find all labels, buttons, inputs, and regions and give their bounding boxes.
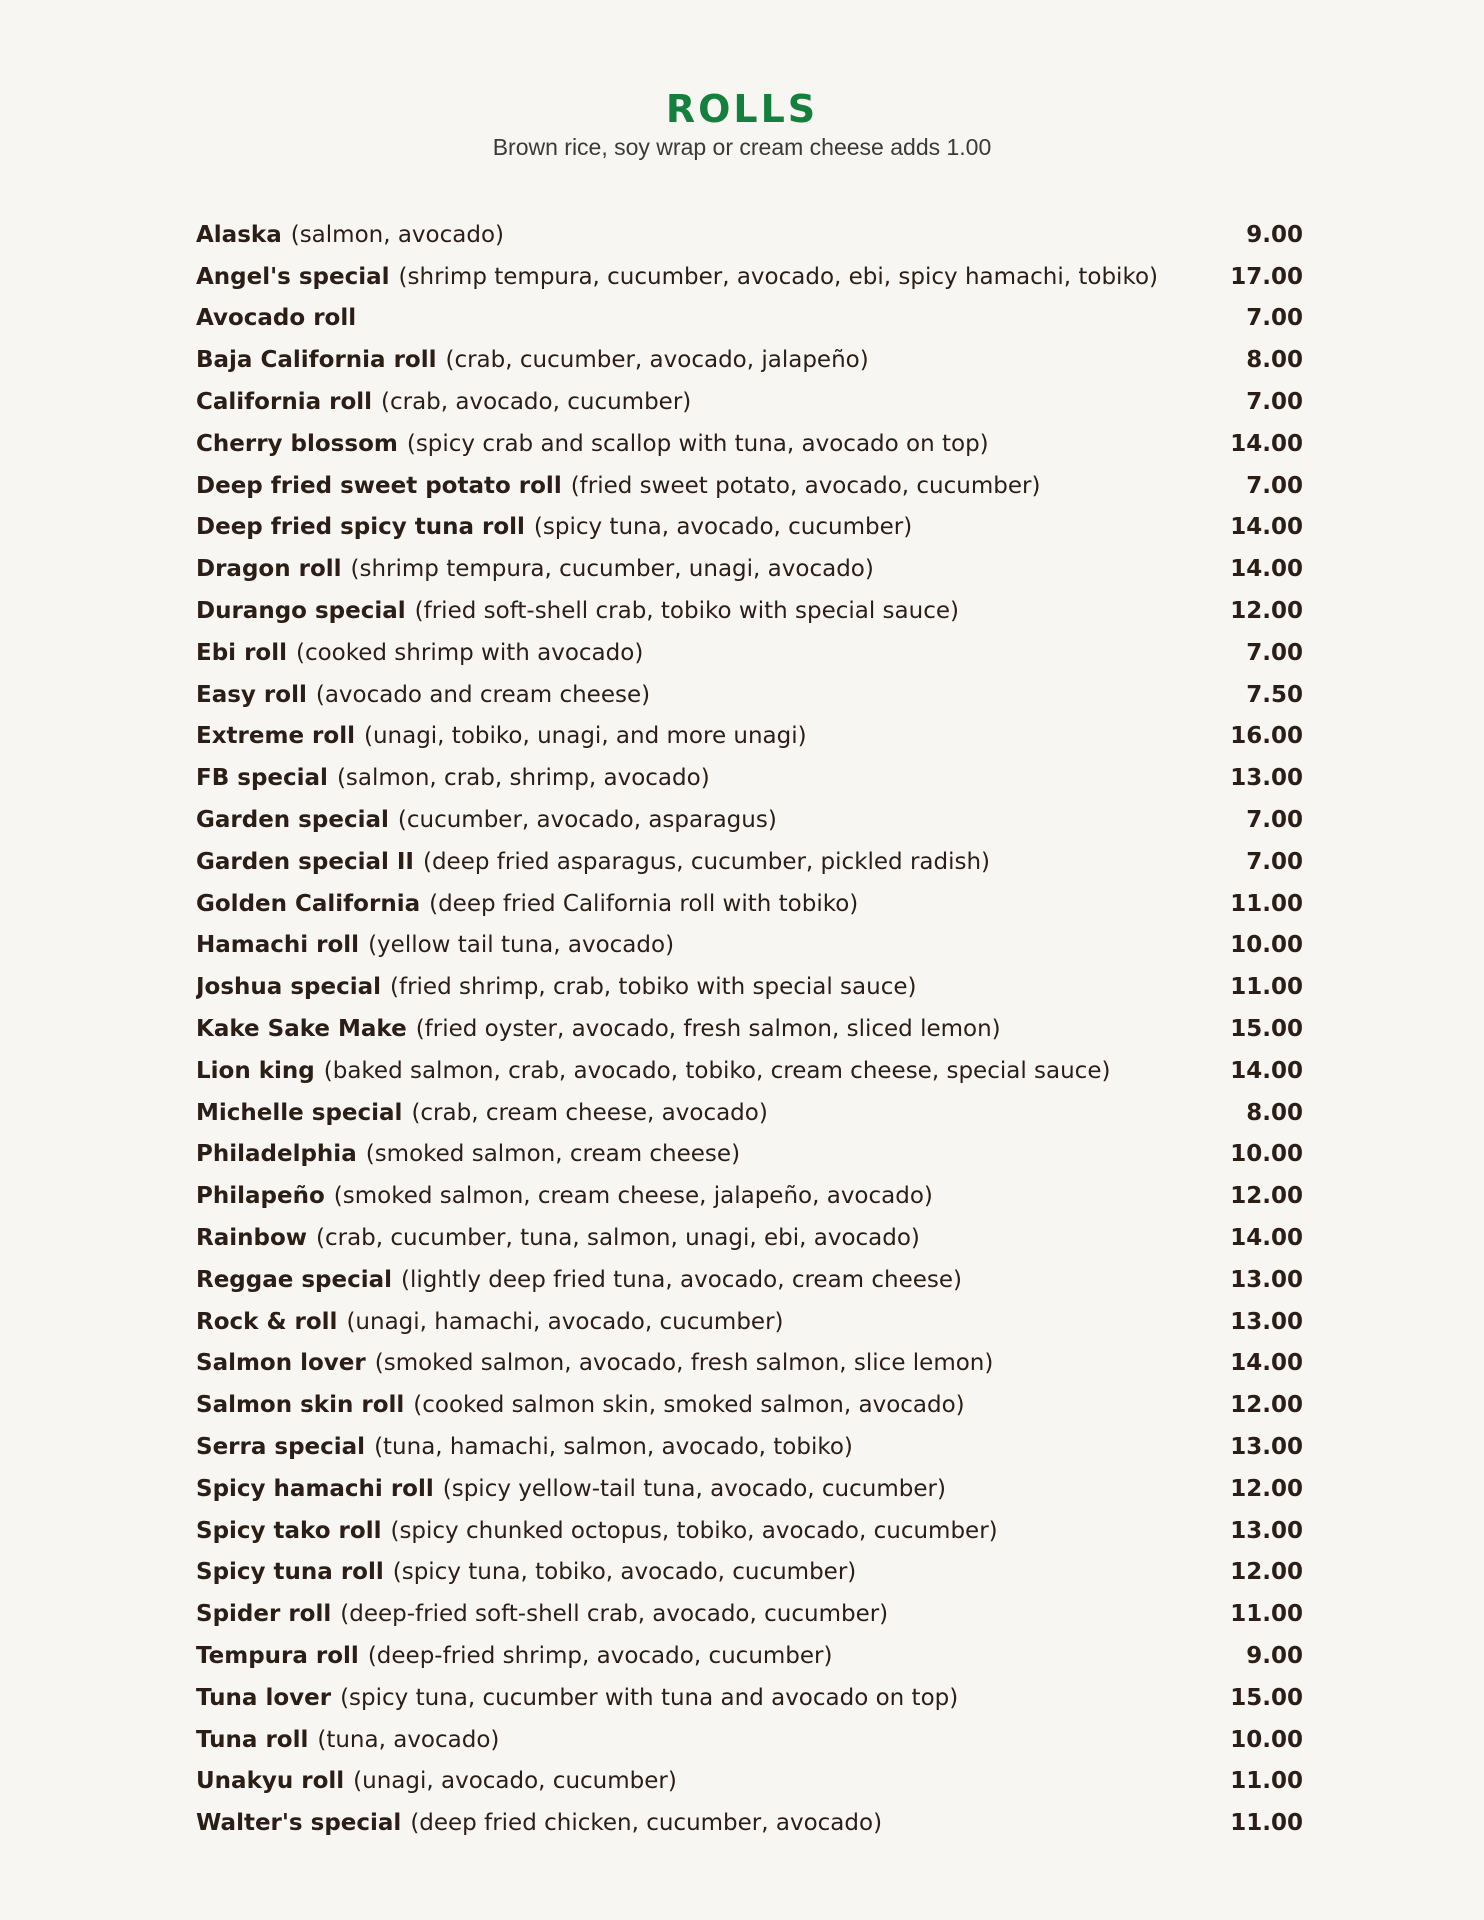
- menu-item-text: [196, 1557, 856, 1587]
- menu-item-price: 14.00: [1230, 1057, 1303, 1084]
- menu-item-price: 9.00: [1246, 221, 1303, 248]
- menu-item-text: [196, 554, 874, 584]
- menu-item-price: 11.00: [1230, 890, 1303, 917]
- menu-item-name: Deep fried spicy tuna roll: [196, 514, 525, 541]
- menu-item-description: (cooked shrimp with avocado): [295, 639, 644, 666]
- menu-item: [196, 1719, 1303, 1761]
- menu-item-description: (crab, cream cheese, avocado): [411, 1099, 768, 1126]
- menu-item-description: (unagi, avocado, cucumber): [353, 1768, 677, 1795]
- menu-item-text: [196, 847, 990, 877]
- menu-item-name: Baja California roll: [196, 347, 437, 374]
- menu-item-text: [196, 1223, 920, 1253]
- menu-item-description: (spicy tuna, avocado, cucumber): [533, 514, 913, 541]
- menu-item-name: Rock & roll: [196, 1308, 338, 1335]
- menu-item-text: [196, 889, 858, 919]
- menu-item-description: (tuna, hamachi, salmon, avocado, tobiko): [374, 1434, 853, 1460]
- menu-item-price: 13.00: [1230, 1517, 1303, 1544]
- menu-item-name: Garden special: [196, 807, 389, 834]
- menu-item: [196, 632, 1303, 674]
- menu-item: [196, 674, 1303, 716]
- menu-item-description: (smoked salmon, cream cheese, jalapeño, avocado): [333, 1183, 933, 1210]
- menu-item: [196, 883, 1303, 925]
- menu-item-price: 7.00: [1246, 472, 1303, 499]
- menu-item-description: (crab, cucumber, tuna, salmon, unagi, ebi, avocado): [316, 1225, 920, 1252]
- menu-item-name: Tuna roll: [196, 1726, 309, 1753]
- menu-item-price: 10.00: [1230, 1726, 1303, 1753]
- menu-item: [196, 465, 1303, 507]
- menu-header: [0, 86, 1484, 162]
- menu-item-name: Walter's special: [196, 1810, 402, 1837]
- menu-item-name: Deep fried sweet potato roll: [196, 472, 562, 499]
- menu-item-description: (spicy crab and scallop with tuna, avocado on top): [406, 430, 989, 457]
- menu-item-price: 13.00: [1230, 765, 1303, 792]
- menu-item-name: Ebi roll: [196, 639, 287, 666]
- menu-subtitle: Brown rice, soy wrap or cream cheese adds 1.00: [492, 134, 992, 160]
- menu-item-name: Philadelphia: [196, 1141, 357, 1168]
- menu-item-name: Tuna lover: [196, 1684, 332, 1711]
- menu-item-description: (fried soft-shell crab, tobiko with special sauce): [414, 598, 959, 625]
- menu-item-description: (spicy yellow-tail tuna, avocado, cucumber): [442, 1475, 946, 1502]
- menu-item: [196, 548, 1303, 590]
- menu-item-description: (fried oyster, avocado, fresh salmon, sliced lemon): [415, 1016, 1001, 1043]
- menu-item: [196, 1426, 1303, 1468]
- menu-item-description: (yellow tail tuna, avocado): [368, 932, 675, 959]
- menu-item-text: [196, 345, 869, 375]
- menu-item: [196, 1677, 1303, 1719]
- menu-item: [196, 716, 1303, 758]
- menu-item-price: 13.00: [1230, 1308, 1303, 1335]
- menu-item-text: [196, 1348, 993, 1378]
- menu-item: [196, 799, 1303, 841]
- menu-item-description: (unagi, tobiko, unagi, and more unagi): [363, 723, 807, 750]
- menu-item-price: 11.00: [1230, 1601, 1303, 1628]
- menu-item-name: Joshua special: [196, 974, 381, 1001]
- menu-item-name: Tempura roll: [196, 1642, 359, 1669]
- menu-item-description: (salmon, crab, shrimp, avocado): [336, 765, 710, 792]
- menu-item-description: (crab, cucumber, avocado, jalapeño): [445, 347, 869, 374]
- menu-item: [196, 214, 1303, 256]
- menu-item: [196, 423, 1303, 465]
- menu-item-description: (deep-fried soft-shell crab, avocado, cucumber): [340, 1601, 889, 1628]
- menu-item: [196, 1217, 1303, 1259]
- menu-item-description: (smoked salmon, avocado, fresh salmon, slice lemon): [374, 1350, 994, 1377]
- menu-item-name: Salmon lover: [196, 1350, 366, 1377]
- menu-item-text: [196, 930, 674, 960]
- menu-item-price: 14.00: [1230, 556, 1303, 583]
- menu-item: [196, 1593, 1303, 1635]
- menu-item-description: (unagi, hamachi, avocado, cucumber): [346, 1308, 784, 1335]
- menu-item-price: 7.50: [1246, 681, 1303, 708]
- menu-item-price: 11.00: [1230, 1768, 1303, 1795]
- menu-item: [196, 925, 1303, 967]
- menu-item-name: FB special: [196, 765, 328, 792]
- menu-item-text: [196, 387, 691, 417]
- menu-item-name: Spicy tuna roll: [196, 1559, 384, 1586]
- menu-item-name: Serra special: [196, 1434, 366, 1460]
- menu-item-description: (cucumber, avocado, asparagus): [397, 807, 777, 834]
- menu-item-price: 12.00: [1230, 1475, 1303, 1502]
- menu-item-description: (shrimp tempura, cucumber, avocado, ebi, spicy hamachi, tobiko): [398, 263, 1158, 290]
- menu-item-description: (crab, avocado, cucumber): [381, 389, 692, 416]
- menu-item: [196, 1050, 1303, 1092]
- menu-item-name: Angel's special: [196, 263, 390, 290]
- menu-item-description: (lightly deep fried tuna, avocado, cream cheese): [401, 1266, 963, 1293]
- menu-item-price: 13.00: [1230, 1434, 1303, 1460]
- menu-item-text: [196, 1265, 962, 1295]
- menu-item-text: [196, 429, 989, 459]
- menu-item: [196, 966, 1303, 1008]
- menu-item-name: Durango special: [196, 598, 406, 625]
- menu-item-name: Salmon skin roll: [196, 1392, 405, 1419]
- menu-item-text: [196, 1307, 784, 1337]
- menu-item-price: 12.00: [1230, 1392, 1303, 1419]
- menu-item: [196, 1760, 1303, 1802]
- menu-item: [196, 1802, 1303, 1844]
- menu-title: ROLLS: [665, 87, 819, 131]
- menu-item: [196, 256, 1303, 298]
- menu-item-description: (deep fried asparagus, cucumber, pickled radish): [422, 848, 991, 875]
- menu-item-name: Rainbow: [196, 1225, 308, 1252]
- menu-item-price: 7.00: [1246, 848, 1303, 875]
- menu-item-text: [196, 512, 912, 542]
- menu-item-price: 15.00: [1230, 1684, 1303, 1711]
- menu-item-text: [196, 1474, 946, 1504]
- menu-item-name: Garden special II: [196, 848, 414, 875]
- menu-item-description: (salmon, avocado): [290, 221, 504, 248]
- menu-item-name: Avocado roll: [196, 305, 357, 332]
- menu-item-price: 9.00: [1246, 1642, 1303, 1669]
- menu-item-price: 10.00: [1230, 932, 1303, 959]
- menu-item-text: [196, 972, 916, 1002]
- menu-item-name: Spicy tako roll: [196, 1517, 382, 1544]
- menu-item: [196, 298, 1303, 340]
- menu-item: [196, 381, 1303, 423]
- menu-item: [196, 1468, 1303, 1510]
- menu-item-name: California roll: [196, 389, 373, 416]
- menu-item-price: 15.00: [1230, 1016, 1303, 1043]
- menu-item-price: 16.00: [1230, 723, 1303, 750]
- menu-item-name: Spider roll: [196, 1601, 332, 1628]
- menu-item-name: Hamachi roll: [196, 932, 360, 959]
- menu-list: [196, 214, 1303, 1844]
- menu-item-description: (fried shrimp, crab, tobiko with special sauce): [390, 974, 917, 1001]
- menu-item-text: [196, 1641, 832, 1671]
- menu-item-price: 14.00: [1230, 430, 1303, 457]
- menu-item-name: Kake Sake Make: [196, 1016, 407, 1043]
- menu-item-price: 7.00: [1246, 807, 1303, 834]
- menu-item: [196, 1259, 1303, 1301]
- menu-item-price: 14.00: [1230, 1225, 1303, 1252]
- menu-item: [196, 1301, 1303, 1343]
- menu-item-description: (avocado and cream cheese): [315, 681, 651, 708]
- menu-item: [196, 841, 1303, 883]
- menu-item-description: (deep fried chicken, cucumber, avocado): [410, 1810, 883, 1837]
- menu-item-name: Alaska: [196, 221, 282, 248]
- menu-item-description: (spicy tuna, cucumber with tuna and avocado on top): [340, 1684, 959, 1711]
- menu-item-description: (spicy tuna, tobiko, avocado, cucumber): [392, 1559, 857, 1586]
- menu-item-description: (tuna, avocado): [317, 1726, 500, 1753]
- menu-item-price: 10.00: [1230, 1141, 1303, 1168]
- menu-item-text: [196, 1766, 677, 1796]
- menu-item-name: Lion king: [196, 1057, 315, 1084]
- menu-item-price: 7.00: [1246, 389, 1303, 416]
- menu-item-price: 7.00: [1246, 305, 1303, 332]
- menu-item: [196, 1510, 1303, 1552]
- menu-item-name: Spicy hamachi roll: [196, 1475, 434, 1502]
- menu-item-name: Unakyu roll: [196, 1768, 345, 1795]
- menu-item-description: (cooked salmon skin, smoked salmon, avocado): [413, 1392, 965, 1419]
- menu-item-name: Easy roll: [196, 681, 307, 708]
- menu-item-price: 8.00: [1246, 1099, 1303, 1126]
- menu-item-price: 14.00: [1230, 1350, 1303, 1377]
- menu-item-description: (baked salmon, crab, avocado, tobiko, cream cheese, special sauce): [323, 1057, 1111, 1084]
- menu-item-price: 12.00: [1230, 598, 1303, 625]
- menu-item-name: Reggae special: [196, 1266, 393, 1293]
- menu-item: [196, 757, 1303, 799]
- menu-item-description: (smoked salmon, cream cheese): [365, 1141, 741, 1168]
- menu-item-text: [196, 220, 504, 250]
- menu-item-text: [196, 638, 643, 668]
- menu-item-text: [196, 1056, 1110, 1086]
- menu-item-text: [196, 1139, 740, 1169]
- menu-item: [196, 1552, 1303, 1594]
- menu-item: [196, 1635, 1303, 1677]
- menu-item-description: (fried sweet potato, avocado, cucumber): [570, 472, 1041, 499]
- menu-item-name: Dragon roll: [196, 556, 342, 583]
- menu-item-price: 14.00: [1230, 514, 1303, 541]
- menu-item-text: [196, 1516, 998, 1546]
- menu-item-price: 11.00: [1230, 1810, 1303, 1837]
- menu-item-price: 13.00: [1230, 1266, 1303, 1293]
- menu-item: [196, 1134, 1303, 1176]
- menu-item-description: (deep fried California roll with tobiko): [429, 890, 859, 917]
- menu-item-text: [196, 1181, 933, 1211]
- menu-item-text: [196, 262, 1158, 292]
- menu-item-name: Extreme roll: [196, 723, 355, 750]
- menu-item-text: [196, 1808, 882, 1838]
- menu-item-text: [196, 1683, 958, 1713]
- menu-item: [196, 1092, 1303, 1134]
- menu-item-text: [196, 805, 777, 835]
- menu-item-text: [196, 471, 1040, 501]
- menu-item: [196, 1384, 1303, 1426]
- menu-item-text: [196, 1014, 1001, 1044]
- menu-item-text: [196, 1599, 888, 1629]
- menu-item-text: [196, 1098, 768, 1128]
- menu-item-text: [196, 1725, 499, 1755]
- menu-item-name: Cherry blossom: [196, 430, 398, 457]
- menu-item-price: 12.00: [1230, 1559, 1303, 1586]
- menu-item: [196, 1175, 1303, 1217]
- menu-item-text: [196, 1390, 965, 1420]
- menu-item-price: 8.00: [1246, 347, 1303, 374]
- menu-item-name: Golden California: [196, 890, 421, 917]
- menu-item-price: 17.00: [1230, 263, 1303, 290]
- menu-item-price: 12.00: [1230, 1183, 1303, 1210]
- menu-item-price: 11.00: [1230, 974, 1303, 1001]
- menu-item-description: (deep-fried shrimp, avocado, cucumber): [367, 1642, 833, 1669]
- menu-item: [196, 1343, 1303, 1385]
- menu-item-text: [196, 596, 959, 626]
- menu-item-description: (spicy chunked octopus, tobiko, avocado, cucumber): [390, 1517, 998, 1544]
- menu-item-text: [196, 680, 650, 710]
- menu-item-name: Philapeño: [196, 1183, 325, 1210]
- menu-item: [196, 339, 1303, 381]
- menu-item-text: [196, 721, 807, 751]
- menu-item-text: [196, 763, 710, 793]
- menu-item: [196, 590, 1303, 632]
- menu-item-text: [196, 1432, 853, 1462]
- menu-item-description: (shrimp tempura, cucumber, unagi, avocado): [350, 556, 874, 583]
- menu-item-price: 7.00: [1246, 639, 1303, 666]
- menu-item-text: [196, 303, 365, 333]
- menu-item: [196, 507, 1303, 549]
- menu-item-name: Michelle special: [196, 1099, 403, 1126]
- menu-item: [196, 1008, 1303, 1050]
